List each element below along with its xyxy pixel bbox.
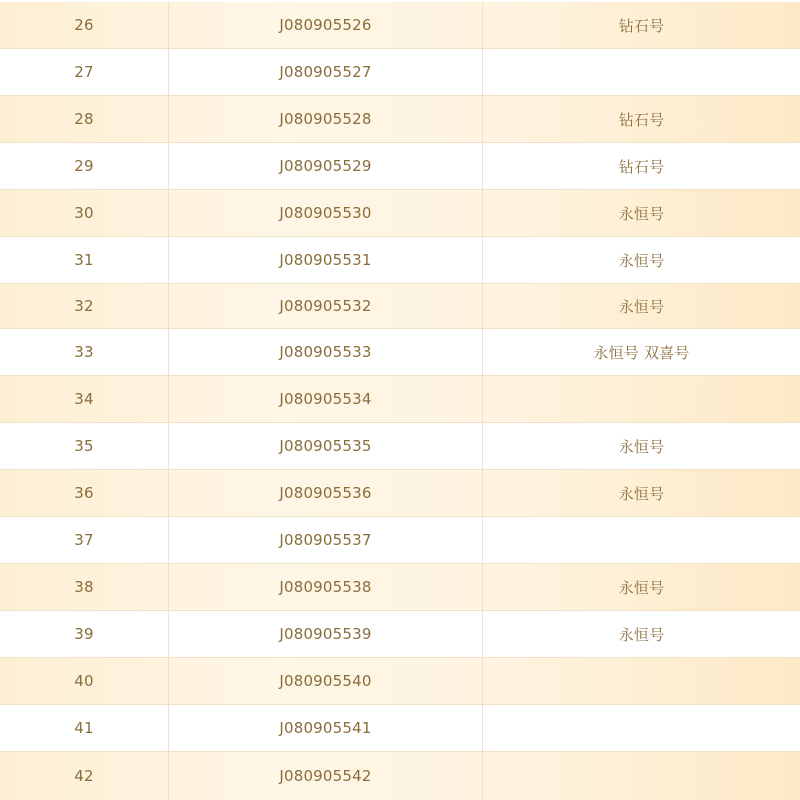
row-number: 40 — [0, 658, 169, 704]
row-code: J080905534 — [169, 376, 483, 422]
row-tag — [483, 658, 800, 704]
table-row — [0, 49, 800, 96]
table-row — [0, 705, 800, 752]
row-number: 35 — [0, 423, 169, 469]
row-tag — [483, 705, 800, 751]
row-tag: 钻石号 — [618, 110, 665, 129]
table-row — [0, 376, 800, 423]
row-number: 42 — [0, 752, 169, 800]
row-code: J080905537 — [169, 517, 483, 563]
row-tag: 永恒号 — [618, 625, 665, 644]
table-row — [0, 423, 800, 470]
row-code: J080905533 — [169, 329, 483, 375]
table-row — [0, 284, 800, 329]
row-code: J080905541 — [169, 705, 483, 751]
row-number: 32 — [0, 284, 169, 328]
row-tag — [483, 49, 800, 95]
row-tag: 钻石号 — [618, 157, 665, 176]
row-tag: 永恒号 — [618, 484, 665, 503]
table-row — [0, 96, 800, 143]
row-number: 37 — [0, 517, 169, 563]
table-row — [0, 470, 800, 517]
table-row — [0, 329, 800, 376]
row-number: 26 — [0, 2, 169, 48]
row-number: 29 — [0, 143, 169, 189]
row-tag — [483, 376, 800, 422]
row-code: J080905526 — [169, 2, 483, 48]
row-tag — [483, 517, 800, 563]
row-number: 33 — [0, 329, 169, 375]
row-tag: 永恒号 双喜号 — [593, 343, 690, 362]
row-tag: 永恒号 — [618, 204, 665, 223]
table-row — [0, 2, 800, 49]
table-row — [0, 517, 800, 564]
table-row — [0, 237, 800, 284]
row-tag: 永恒号 — [618, 578, 665, 597]
row-code: J080905531 — [169, 237, 483, 283]
row-code: J080905529 — [169, 143, 483, 189]
row-number: 36 — [0, 470, 169, 516]
row-code: J080905527 — [169, 49, 483, 95]
row-code: J080905540 — [169, 658, 483, 704]
table-row — [0, 611, 800, 658]
table-row — [0, 190, 800, 237]
row-tag: 永恒号 — [618, 437, 665, 456]
row-code: J080905542 — [169, 752, 483, 800]
row-number: 31 — [0, 237, 169, 283]
table-row — [0, 143, 800, 190]
row-tag: 永恒号 — [618, 297, 665, 316]
row-code: J080905530 — [169, 190, 483, 236]
row-number: 38 — [0, 564, 169, 610]
row-number: 30 — [0, 190, 169, 236]
row-number: 28 — [0, 96, 169, 142]
row-number: 41 — [0, 705, 169, 751]
row-code: J080905535 — [169, 423, 483, 469]
row-code: J080905538 — [169, 564, 483, 610]
row-number: 34 — [0, 376, 169, 422]
row-code: J080905536 — [169, 470, 483, 516]
table-row — [0, 752, 800, 800]
row-tag — [483, 752, 800, 800]
row-code: J080905528 — [169, 96, 483, 142]
table-row — [0, 658, 800, 705]
row-number: 39 — [0, 611, 169, 657]
row-tag: 永恒号 — [618, 251, 665, 270]
row-number: 27 — [0, 49, 169, 95]
table-row — [0, 564, 800, 611]
row-tag: 钻石号 — [618, 16, 665, 35]
row-code: J080905532 — [169, 284, 483, 328]
row-code: J080905539 — [169, 611, 483, 657]
